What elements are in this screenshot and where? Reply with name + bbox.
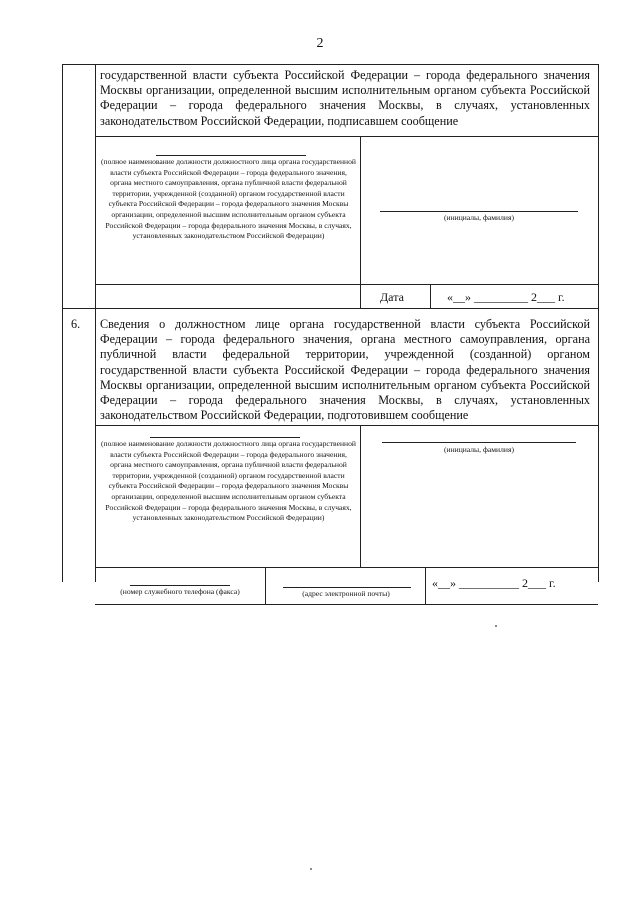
row6-phone-line [130,585,230,586]
table-left-border [62,64,63,582]
table-right-border [598,64,599,582]
row5-name-line [380,211,578,212]
table-bottom-border [95,604,598,605]
row5-bottom-border [62,308,598,309]
row6-number: 6. [71,317,81,331]
row6-text-bottom-border [95,425,598,426]
row6-date-field: «__» __________ 2___ г. [432,576,556,590]
row5-name-caption: (инициалы, фамилия) [443,213,514,222]
row6-position-caption: (полное наименование должности должностного лица органа государственной власти субъекта Российской Федерации – города федерального значения, органа местного самоуправления, органа публичной власти федеральной территории, учрежденной (созданной) органом государственной власти субъекта Российской Федерации – города федерального значения Москвы организации, определенной высшим исполнительным органом субъекта Российской Федерации – города федерального значения Москвы, в случаях, установленных законодательством Российской Федерации) [101,439,356,523]
page-number: 2 [316,36,324,51]
row5-text-bottom-border [95,136,598,137]
row5-date-divider [430,284,431,308]
row6-position-line [150,437,300,438]
row6-contact-top-border [95,567,598,568]
row5-position-caption: (полное наименование должности должностного лица органа государственной власти субъекта Российской Федерации – города федерального значения, органа местного самоуправления, органа публичной власти федеральной территории, учрежденной (созданной) органом государственной власти субъекта Российской Федерации – города федерального значения Москвы организации, определенной высшим исполнительным органом субъекта Российской Федерации – города федерального значения Москвы, в случаях, установленных законодательством Российской Федерации) [101,157,356,241]
row6-email-caption: (адрес электронной почты) [302,589,390,598]
row5-continuation-text: государственной власти субъекта Российской Федерации – города федерального значения Москвы организации, определенной высшим исполнительным органом субъекта Российской Федерации – города федерального значения Москвы, в случаях, установленных законодательством Российской Федерации, подписавшем сообщение [100,68,590,128]
scan-speck [310,868,312,870]
row6-contact-divider-1 [265,567,266,604]
row6-email-line [283,587,411,588]
row5-date-top-border [95,284,598,285]
scan-speck [495,625,497,627]
row6-contact-divider-2 [425,567,426,604]
number-column-border [95,64,96,582]
row6-name-caption: (инициалы, фамилия) [443,445,514,454]
row6-phone-caption: (номер служебного телефона (факса) [120,587,240,596]
row6-name-line [382,442,576,443]
row5-date-label: Дата [380,290,404,304]
row6-signature-divider [360,425,361,567]
row6-heading-text: Сведения о должностном лице органа государственной власти субъекта Российской Федерации – города федерального значения, органа местного самоуправления, органа публичной власти федеральной территории, учрежденной (созданной) органом государственной власти субъекта Российской Федерации – города федерального значения Москвы организации, определенной высшим исполнительным органом субъекта Российской Федерации – города федерального значения Москвы, в случаях, установленных законодательством Российской Федерации, подготовившем сообщение [100,317,590,423]
row5-position-line [156,155,306,156]
table-top-border [62,64,598,65]
row5-signature-divider [360,136,361,308]
row5-date-field: «__» _________ 2___ г. [447,290,565,304]
